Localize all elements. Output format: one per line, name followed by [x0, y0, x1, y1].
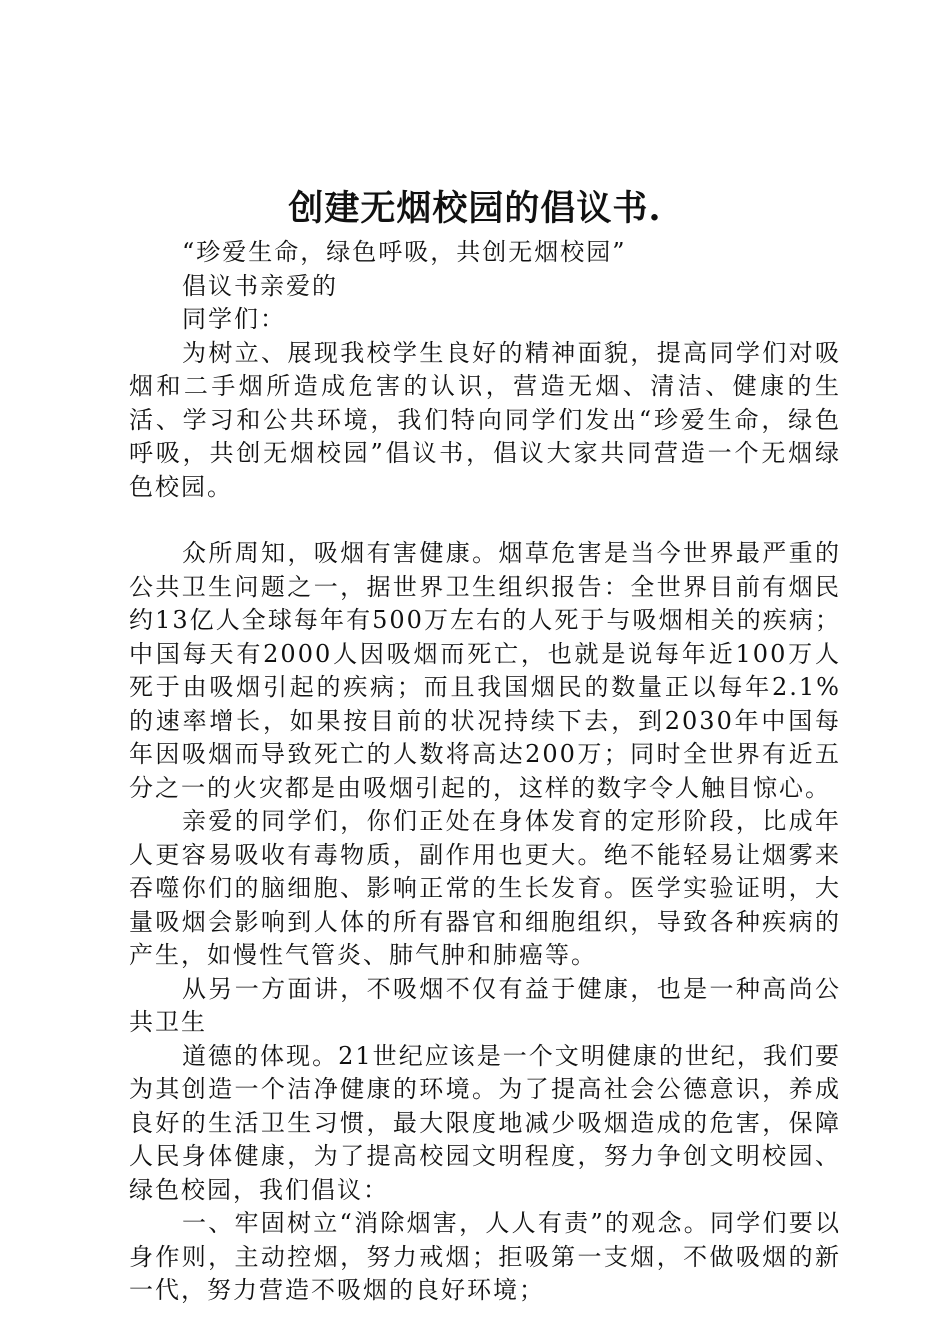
- paragraph-spacer: [129, 504, 841, 537]
- document-title: 创建无烟校园的倡议书.: [288, 188, 662, 229]
- statistics-paragraph: 众所周知，吸烟有害健康。烟草危害是当今世界最严重的公共卫生问题之一，据世界卫生组织报告：全世界目前有烟民约13亿人全球每年有500万左右的人死于与吸烟相关的疾病；中国每天有2000人因吸烟而死亡，也就是说每年近100万人死于由吸烟引起的疾病；而且我国烟民的数量正以每年2.1%的速率增长，如果按目前的状况持续下去，到2030年中国每年因吸烟而导致死亡的人数将高达200万；同时全世界有近五分之一的火灾都是由吸烟引起的，这样的数字令人触目惊心。: [129, 539, 841, 802]
- document-body: [129, 236, 841, 1308]
- salutation-line-2: 同学们：: [182, 305, 286, 333]
- ethics-paragraph: 道德的体现。21世纪应该是一个文明健康的世纪，我们要为其创造一个洁净健康的环境。为了提高社会公德意识，养成良好的生活卫生习惯，最大限度地减少吸烟造成的危害，保障人民身体健康，为了提高校园文明程度，努力争创文明校园、绿色校园，我们倡议：: [129, 1041, 841, 1204]
- intro-paragraph: 为树立、展现我校学生良好的精神面貌，提高同学们对吸烟和二手烟所造成危害的认识，营造无烟、清洁、健康的生活、学习和公共环境，我们特向同学们发出“珍爱生命，绿色呼吸，共创无烟校园”倡议书，倡议大家共同营造一个无烟绿色校园。: [129, 338, 841, 501]
- health-paragraph: 亲爱的同学们，你们正处在身体发育的定形阶段，比成年人更容易吸收有毒物质，副作用也更大。绝不能轻易让烟雾来吞噬你们的脑细胞、影响正常的生长发育。医学实验证明，大量吸烟会影响到人体的所有器官和细胞组织，导致各种疾病的产生，如慢性气管炎、肺气肿和肺癌等。: [129, 807, 841, 969]
- public-health-paragraph: 从另一方面讲，不吸烟不仅有益于健康，也是一种高尚公共卫生: [129, 974, 841, 1036]
- salutation-line-1: 倡议书亲爱的: [182, 271, 338, 300]
- slogan-paragraph: “珍爱生命，绿色呼吸，共创无烟校园”: [182, 238, 627, 266]
- proposal-item-1: 一、牢固树立“消除烟害，人人有责”的观念。同学们要以身作则，主动控烟，努力戒烟；拒吸第一支烟，不做吸烟的新一代，努力营造不吸烟的良好环境；: [129, 1209, 841, 1304]
